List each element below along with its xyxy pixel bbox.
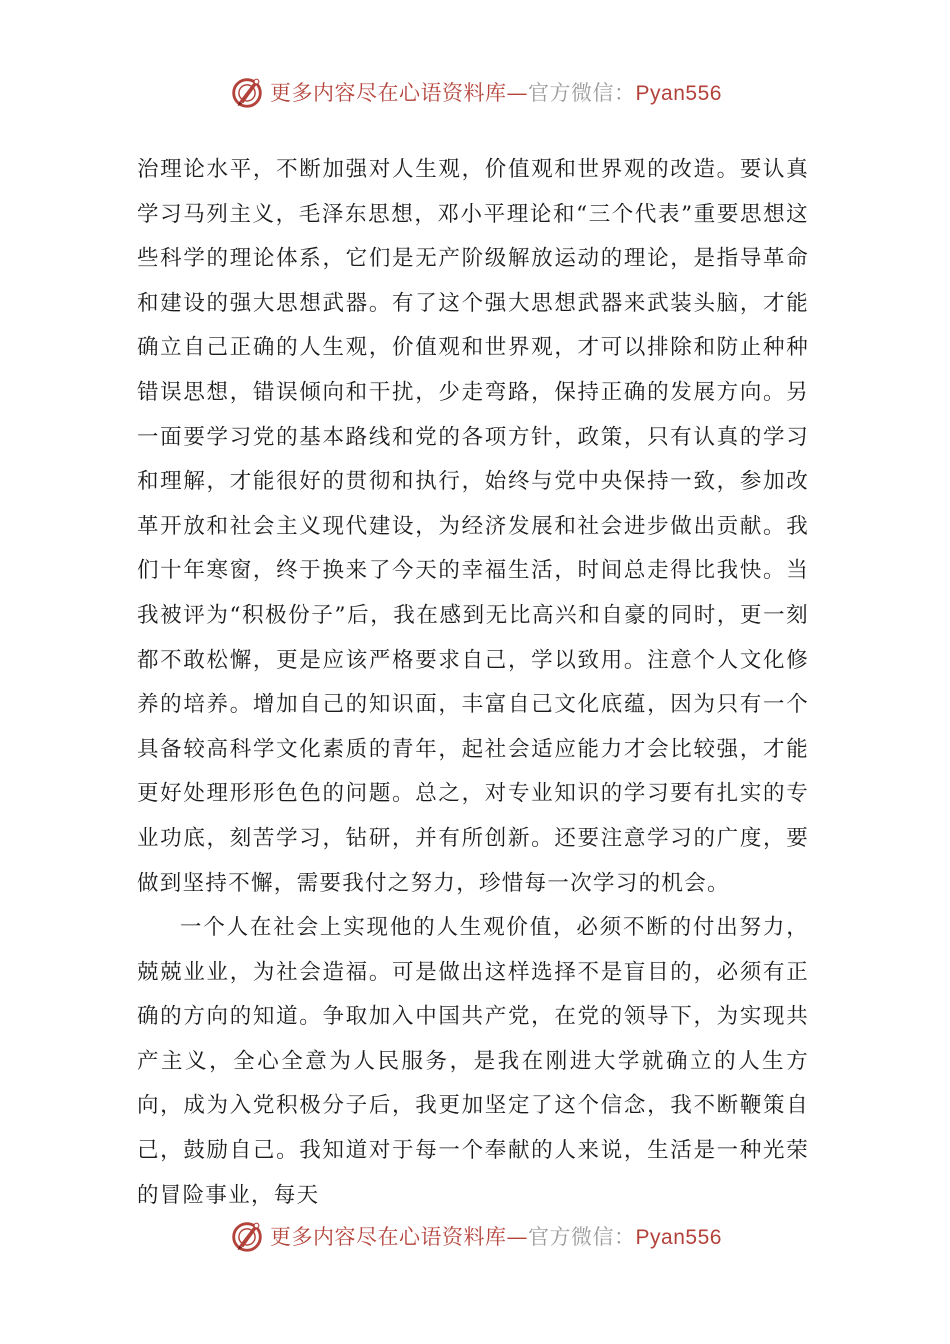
watermark-main-text: 更多内容尽在心语资料库 bbox=[270, 81, 507, 105]
body-paragraph-2: 一个人在社会上实现他的人生观价值，必须不断的付出努力，兢兢业业，为社会造福。可是做出这样选择不是盲目的，必须有正确的方向的知道。争取加入中国共产党，在党的领导下，为实现共产主义，全心全意为人民服务，是我在刚进大学就确立的人生方向，成为入党积极分子后，我更加坚定了这个信念，我不断鞭策自己，鼓励自己。我知道对于每一个奉献的人来说，生活是一种光荣的冒险事业，每天 bbox=[137, 915, 809, 1208]
watermark-main-text: 更多内容尽在心语资料库 bbox=[270, 1225, 507, 1249]
watermark-dash: — bbox=[506, 1225, 529, 1249]
body-paragraph-1: 治理论水平，不断加强对人生观，价值观和世界观的改造。要认真学习马列主义，毛泽东思想，邓小平理论和“三个代表”重要思想这些科学的理论体系，它们是无产阶级解放运动的理论，是指导革命和建设的强大思想武器。有了这个强大思想武器来武装头脑，才能确立自己正确的人生观，价值观和世界观，才可以排除和防止种种错误思想，错误倾向和干扰，少走弯路，保持正确的发展方向。另一面要学习党的基本路线和党的各项方针，政策，只有认真的学习和理解，才能很好的贯彻和执行，始终与党中央保持一致，参加改革开放和社会主义现代建设，为经济发展和社会进步做出贡献。我们十年寒窗，终于换来了今天的幸福生活，时间总走得比我快。当我被评为“积极份子”后，我在感到无比高兴和自豪的同时，更一刻都不敢松懈，更是应该严格要求自己，学以致用。注意个人文化修养的培养。增加自己的知识面，丰富自己文化底蕴，因为只有一个具备较高科学文化素质的青年，起社会适应能力才会比较强，才能更好处理形形色色的问题。总之，对专业知识的学习要有扎实的专业功底，刻苦学习，钻研，并有所创新。还要注意学习的广度，要做到坚持不懈，需要我付之努力，珍惜每一次学习的机会。 bbox=[137, 157, 809, 896]
watermark-dash: — bbox=[506, 81, 529, 105]
pen-nib-logo-icon bbox=[228, 1217, 266, 1255]
footer-watermark-banner bbox=[0, 1214, 950, 1258]
watermark-wechat-label: 官方微信： bbox=[528, 1225, 636, 1249]
watermark-text bbox=[270, 1221, 722, 1251]
watermark-text bbox=[270, 77, 722, 107]
pen-nib-logo-icon bbox=[228, 73, 266, 111]
header-watermark-banner bbox=[0, 70, 950, 114]
watermark-wechat-id: Pyan556 bbox=[635, 1226, 722, 1249]
watermark-wechat-label: 官方微信： bbox=[528, 81, 636, 105]
watermark-wechat-id: Pyan556 bbox=[635, 82, 722, 105]
document-body bbox=[137, 148, 809, 1218]
